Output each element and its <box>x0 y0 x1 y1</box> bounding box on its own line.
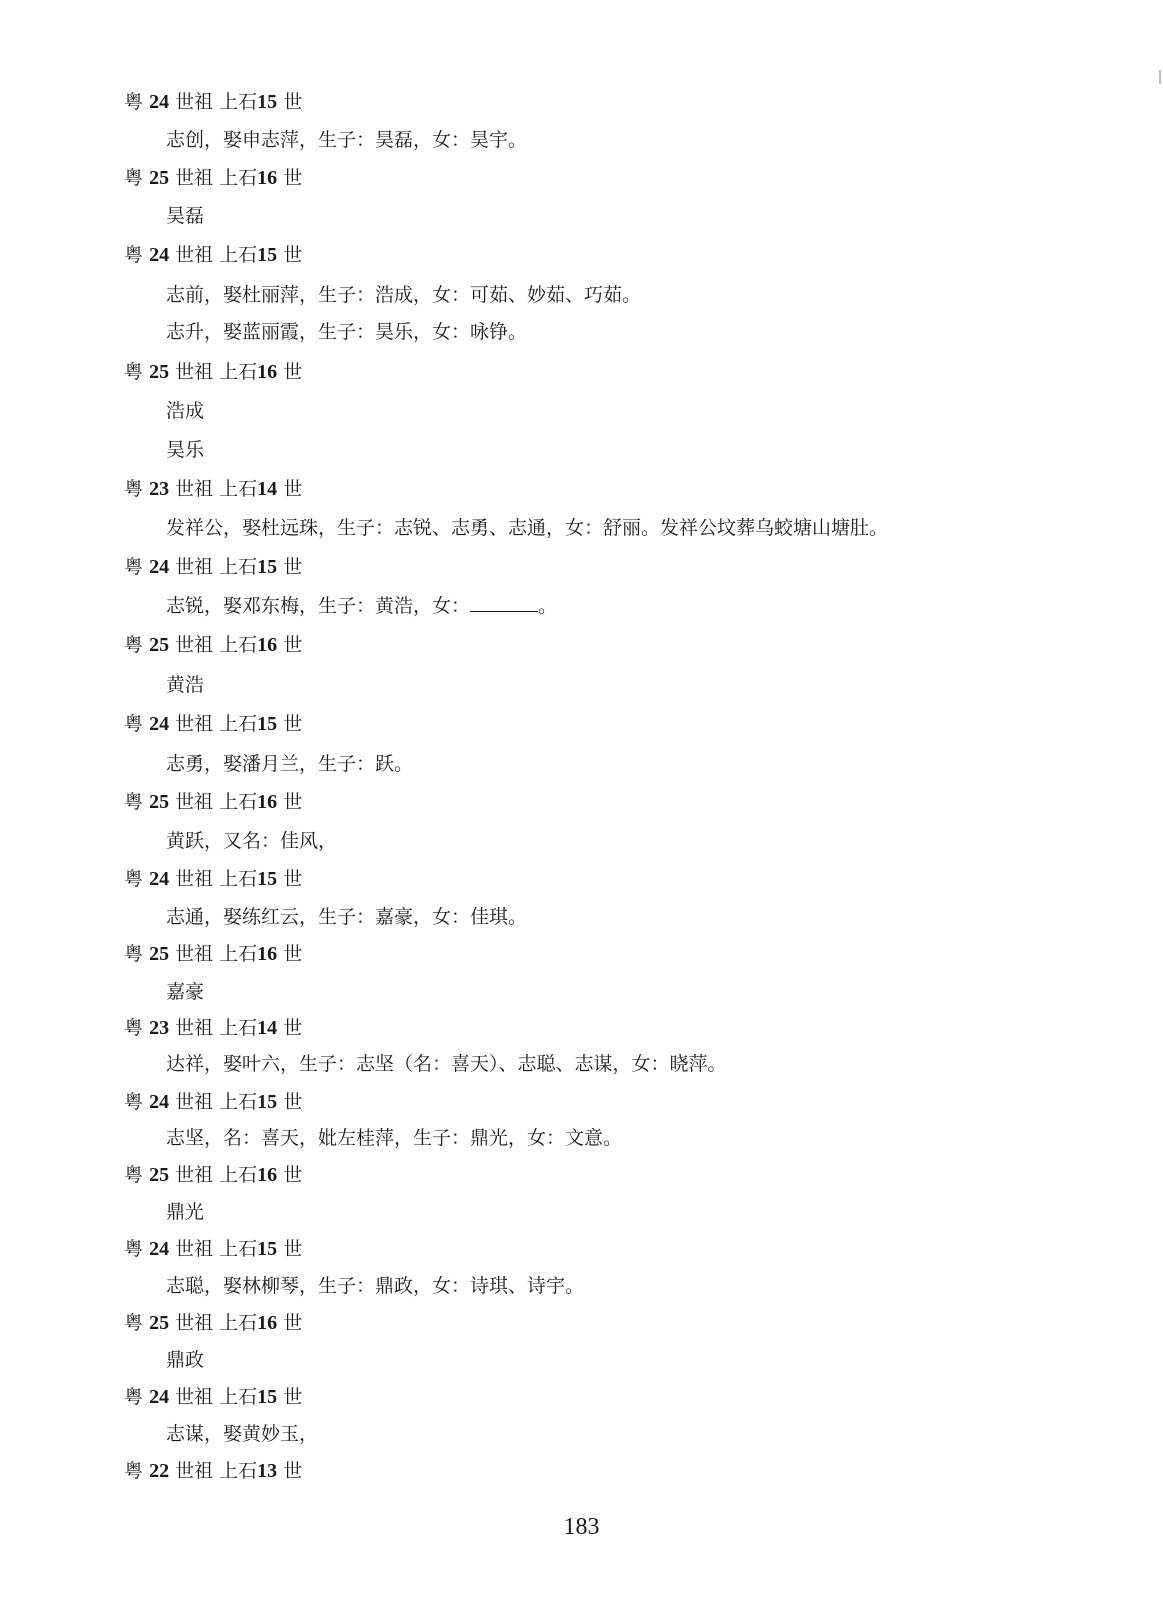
heading-mid: 世祖 上石 <box>175 634 258 656</box>
heading-mid: 世祖 上石 <box>175 1386 258 1408</box>
family-entry <box>166 320 527 344</box>
heading-prefix: 粤 <box>124 91 144 113</box>
heading-local: 15 <box>257 1386 278 1408</box>
entry-text: 志聪，娶林柳琴，生子：鼎政，女：诗琪、诗宇。 <box>166 1275 585 1297</box>
heading-local: 16 <box>257 1312 278 1334</box>
heading-mid: 世祖 上石 <box>175 1091 258 1113</box>
heading-prefix: 粤 <box>124 478 144 500</box>
heading-mid: 世祖 上石 <box>175 244 258 266</box>
heading-local: 15 <box>257 868 278 890</box>
scan-edge-mark <box>1159 70 1161 84</box>
heading-prefix: 粤 <box>124 1017 144 1039</box>
heading-gen: 24 <box>149 1091 170 1113</box>
family-entry <box>166 829 337 853</box>
heading-prefix: 粤 <box>124 167 144 189</box>
generation-heading <box>124 712 302 736</box>
heading-local: 16 <box>257 791 278 813</box>
generation-heading <box>124 555 302 579</box>
entry-text: 志锐，娶邓东梅，生子：黄浩，女： <box>166 595 471 617</box>
entry-text: 昊乐 <box>166 439 205 461</box>
heading-suffix: 世 <box>283 556 303 578</box>
heading-gen: 24 <box>149 556 170 578</box>
heading-mid: 世祖 上石 <box>175 868 258 890</box>
heading-mid: 世祖 上石 <box>175 1017 258 1039</box>
heading-mid: 世祖 上石 <box>175 791 258 813</box>
generation-heading <box>124 1237 302 1261</box>
heading-gen: 24 <box>149 1386 170 1408</box>
entry-text: 志通，娶练红云，生子：嘉豪，女：佳琪。 <box>166 906 528 928</box>
entry-text: 志升，娶蓝丽霞，生子：昊乐，女：咏铮。 <box>166 321 528 343</box>
heading-local: 14 <box>257 478 278 500</box>
heading-mid: 世祖 上石 <box>175 943 258 965</box>
entry-text: 鼎政 <box>166 1349 205 1371</box>
entry-text: 鼎光 <box>166 1201 205 1223</box>
generation-heading <box>124 243 302 267</box>
generation-heading <box>124 1090 302 1114</box>
heading-prefix: 粤 <box>124 556 144 578</box>
family-entry <box>166 399 204 423</box>
entry-text: 黄跃，又名：佳风， <box>166 830 338 852</box>
generation-heading <box>124 633 302 657</box>
family-entry <box>166 1126 622 1150</box>
heading-suffix: 世 <box>283 91 303 113</box>
heading-mid: 世祖 上石 <box>175 91 258 113</box>
heading-prefix: 粤 <box>124 244 144 266</box>
entry-text: 志勇，娶潘月兰，生子：跃。 <box>166 753 414 775</box>
heading-suffix: 世 <box>283 1091 303 1113</box>
heading-prefix: 粤 <box>124 1164 144 1186</box>
generation-heading <box>124 942 302 966</box>
heading-prefix: 粤 <box>124 1386 144 1408</box>
family-entry <box>166 752 413 776</box>
heading-gen: 24 <box>149 1238 170 1260</box>
heading-mid: 世祖 上石 <box>175 713 258 735</box>
heading-gen: 25 <box>149 1312 170 1334</box>
heading-suffix: 世 <box>283 713 303 735</box>
entry-text: 达祥，娶叶六，生子：志坚（名：喜天）、志聪、志谋，女：晓萍。 <box>166 1053 727 1075</box>
entry-text: 黄浩 <box>166 674 205 696</box>
family-entry <box>166 1052 727 1076</box>
heading-local: 15 <box>257 556 278 578</box>
generation-heading <box>124 867 302 891</box>
heading-local: 16 <box>257 634 278 656</box>
heading-mid: 世祖 上石 <box>175 1238 258 1260</box>
entry-text: 浩成 <box>166 400 205 422</box>
heading-gen: 25 <box>149 361 170 383</box>
heading-mid: 世祖 上石 <box>175 361 258 383</box>
heading-local: 16 <box>257 167 278 189</box>
heading-suffix: 世 <box>283 943 303 965</box>
heading-local: 16 <box>257 361 278 383</box>
family-entry <box>166 283 641 307</box>
family-entry <box>166 1422 318 1446</box>
heading-local: 14 <box>257 1017 278 1039</box>
family-entry <box>166 516 888 540</box>
heading-suffix: 世 <box>283 167 303 189</box>
heading-local: 16 <box>257 943 278 965</box>
heading-gen: 25 <box>149 634 170 656</box>
heading-suffix: 世 <box>283 1238 303 1260</box>
heading-gen: 23 <box>149 1017 170 1039</box>
generation-heading <box>124 166 302 190</box>
family-entry <box>166 594 557 618</box>
heading-suffix: 世 <box>283 1164 303 1186</box>
heading-gen: 22 <box>149 1460 170 1482</box>
generation-heading <box>124 1385 302 1409</box>
heading-gen: 24 <box>149 91 170 113</box>
generation-heading <box>124 477 302 501</box>
family-entry <box>166 980 204 1004</box>
heading-mid: 世祖 上石 <box>175 167 258 189</box>
heading-prefix: 粤 <box>124 1312 144 1334</box>
heading-local: 15 <box>257 1238 278 1260</box>
heading-mid: 世祖 上石 <box>175 1460 258 1482</box>
family-entry <box>166 1348 204 1372</box>
heading-suffix: 世 <box>283 634 303 656</box>
entry-text: 志前，娶杜丽萍，生子：浩成，女：可茹、妙茹、巧茹。 <box>166 284 642 306</box>
generation-heading <box>124 1163 302 1187</box>
heading-prefix: 粤 <box>124 634 144 656</box>
heading-mid: 世祖 上石 <box>175 1312 258 1334</box>
heading-prefix: 粤 <box>124 943 144 965</box>
heading-suffix: 世 <box>283 1460 303 1482</box>
heading-local: 15 <box>257 244 278 266</box>
heading-gen: 23 <box>149 478 170 500</box>
heading-gen: 24 <box>149 244 170 266</box>
heading-local: 15 <box>257 713 278 735</box>
generation-heading <box>124 360 302 384</box>
heading-gen: 25 <box>149 1164 170 1186</box>
heading-prefix: 粤 <box>124 791 144 813</box>
family-entry <box>166 905 527 929</box>
generation-heading <box>124 790 302 814</box>
generation-heading <box>124 1016 302 1040</box>
heading-gen: 25 <box>149 943 170 965</box>
heading-gen: 24 <box>149 713 170 735</box>
heading-prefix: 粤 <box>124 713 144 735</box>
blank-fill-line <box>470 595 538 612</box>
heading-suffix: 世 <box>283 868 303 890</box>
family-entry <box>166 1200 204 1224</box>
generation-heading <box>124 1459 302 1483</box>
entry-tail: 。 <box>538 595 558 617</box>
heading-gen: 24 <box>149 868 170 890</box>
heading-gen: 25 <box>149 791 170 813</box>
entry-text: 昊磊 <box>166 205 205 227</box>
family-entry <box>166 128 527 152</box>
entry-text: 发祥公，娶杜远珠，生子：志锐、志勇、志通，女：舒丽。发祥公坟葬乌蛟塘山塘肚。 <box>166 517 889 539</box>
family-entry <box>166 673 204 697</box>
entry-text: 志坚，名：喜天，妣左桂萍，生子：鼎光，女：文意。 <box>166 1127 623 1149</box>
heading-suffix: 世 <box>283 478 303 500</box>
heading-local: 13 <box>257 1460 278 1482</box>
entry-text: 志谋，娶黄妙玉， <box>166 1423 319 1445</box>
heading-suffix: 世 <box>283 1017 303 1039</box>
page-number: 183 <box>563 1514 600 1540</box>
heading-suffix: 世 <box>283 361 303 383</box>
heading-local: 16 <box>257 1164 278 1186</box>
family-entry <box>166 438 204 462</box>
heading-prefix: 粤 <box>124 361 144 383</box>
heading-suffix: 世 <box>283 1386 303 1408</box>
heading-local: 15 <box>257 1091 278 1113</box>
heading-prefix: 粤 <box>124 1460 144 1482</box>
heading-prefix: 粤 <box>124 1091 144 1113</box>
heading-gen: 25 <box>149 167 170 189</box>
entry-text: 嘉豪 <box>166 981 205 1003</box>
entry-text: 志创，娶申志萍，生子：昊磊，女：昊宇。 <box>166 129 528 151</box>
family-entry <box>166 204 204 228</box>
heading-prefix: 粤 <box>124 1238 144 1260</box>
heading-mid: 世祖 上石 <box>175 556 258 578</box>
generation-heading <box>124 1311 302 1335</box>
family-entry <box>166 1274 584 1298</box>
heading-suffix: 世 <box>283 244 303 266</box>
heading-mid: 世祖 上石 <box>175 1164 258 1186</box>
heading-suffix: 世 <box>283 791 303 813</box>
heading-prefix: 粤 <box>124 868 144 890</box>
heading-local: 15 <box>257 91 278 113</box>
heading-mid: 世祖 上石 <box>175 478 258 500</box>
generation-heading <box>124 90 302 114</box>
heading-suffix: 世 <box>283 1312 303 1334</box>
